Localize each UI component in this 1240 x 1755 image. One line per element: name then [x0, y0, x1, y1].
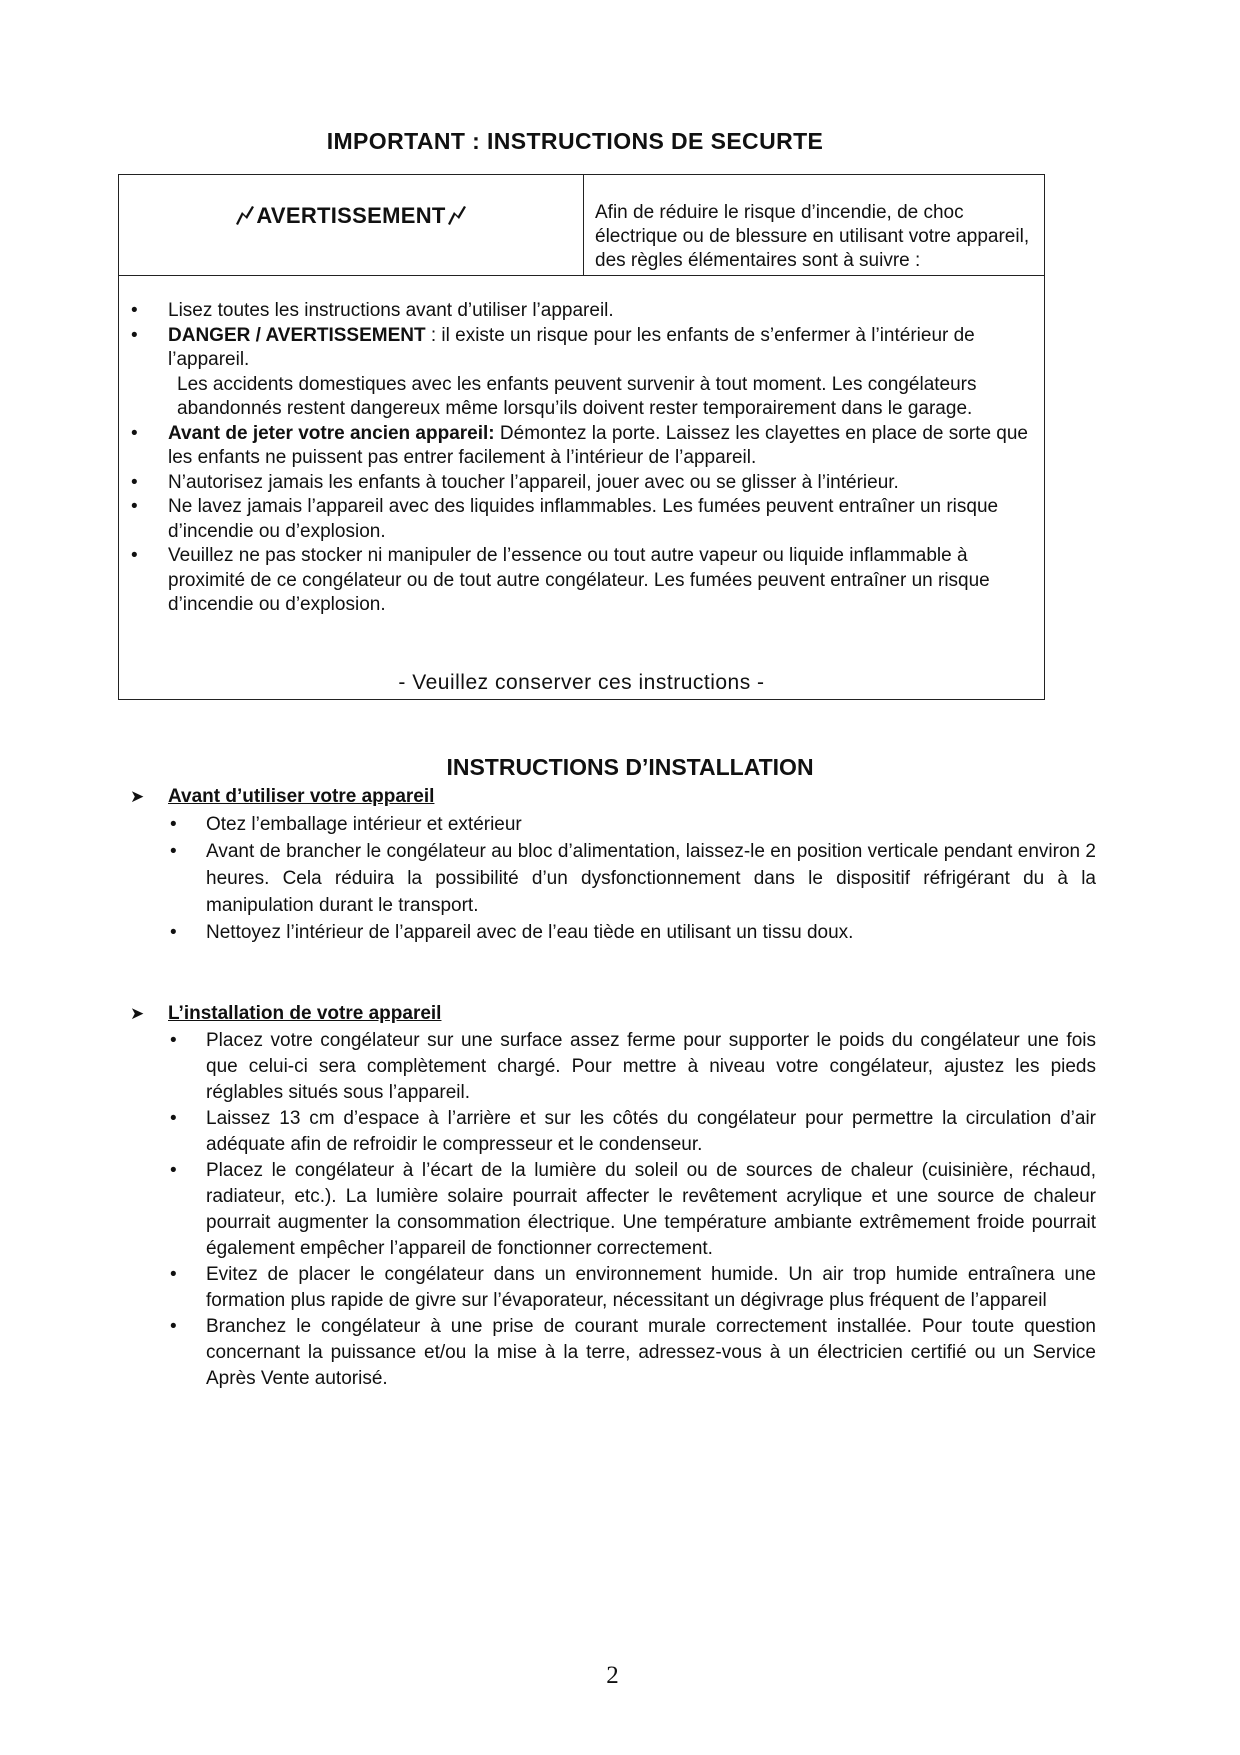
installation-section	[130, 1002, 1096, 1392]
list-item	[119, 471, 1044, 496]
section-list	[130, 811, 1096, 946]
list-item: • Avant de brancher le congélateur au bloc d’alimentation, laissez-le en position verticale pendant environ 2 heures. Cela réduira la possibilité d’un dysfonctionnement dans le dispositif réfrigérant du à la manipulation durant le transport.	[130, 838, 1096, 919]
list-item	[119, 495, 1044, 544]
list-item	[119, 422, 1044, 471]
section-list	[130, 1028, 1096, 1392]
list-item: • Evitez de placer le congélateur dans un environnement humide. Un air trop humide entraînera une formation plus rapide de givre sur l’évaporateur, nécessitant un dégivrage plus fréquent de l’appareil	[130, 1262, 1096, 1314]
section-heading	[130, 785, 1096, 809]
list-item: • Nettoyez l’intérieur de l’appareil avec de l’eau tiède en utilisant un tissu doux.	[130, 919, 1096, 946]
bullet-text: N’autorisez jamais les enfants à toucher l’appareil, jouer avec ou se glisser à l’intérieur.	[168, 471, 899, 493]
warning-label-cell	[119, 175, 584, 275]
list-item	[119, 544, 1044, 618]
bullet-text: Veuillez ne pas stocker ni manipuler de l’essence ou tout autre vapeur ou liquide inflammable à proximité de ce congélateur ou de tout autre congélateur. Les fumées peuvent entraîner un risque d’incendie ou d’explosion.	[168, 545, 990, 615]
section-heading-text: L’installation de votre appareil	[168, 1003, 442, 1024]
warning-title	[119, 203, 583, 229]
list-item: • Branchez le congélateur à une prise de courant murale correctement installée. Pour toute question concernant la puissance et/ou la mise à la terre, adressez-vous à un électricien certifié ou un Service Après Vente autorisé.	[130, 1314, 1096, 1392]
lightning-bolt-icon	[446, 204, 468, 226]
safety-box	[118, 174, 1045, 700]
bullet-continuation: Les accidents domestiques avec les enfants peuvent survenir à tout moment. Les congélateurs abandonnés restent dangereux même lorsqu’ils doivent rester temporairement dans le garage.	[177, 373, 977, 419]
arrow-bullet-icon: ➤	[130, 1004, 145, 1023]
warning-text: Afin de réduire le risque d’incendie, de choc électrique ou de blessure en utilisant votre appareil, des règles élémentaires sont à suivre :	[595, 202, 1030, 271]
bullet-text: Lisez toutes les instructions avant d’utiliser l’appareil.	[168, 300, 614, 321]
warning-label: AVERTISSEMENT	[256, 203, 446, 228]
bullet-bold-text: Avant de jeter votre ancien appareil:	[168, 422, 495, 444]
keep-instructions-note: - Veuillez conserver ces instructions -	[398, 671, 765, 694]
bullet-text: : il existe un risque pour les enfants de s’enfermer à l’intérieur de l’appareil.	[168, 324, 975, 370]
installation-title: INSTRUCTIONS D’INSTALLATION	[446, 754, 814, 780]
bullet-bold-text: DANGER / AVERTISSEMENT	[168, 324, 426, 346]
bullet-text: Démontez la porte. Laissez les clayettes en place de sorte que les enfants ne puissent pas entrer facilement à l’intérieur de l’appareil.	[168, 422, 1028, 468]
arrow-bullet-icon: ➤	[130, 787, 145, 806]
safety-bullet-list	[119, 299, 1044, 618]
lightning-bolt-icon	[234, 204, 256, 226]
before-use-section	[130, 785, 1096, 946]
list-item: • Otez l’emballage intérieur et extérieur	[130, 811, 1096, 838]
list-item	[119, 324, 1044, 373]
list-item: • Placez votre congélateur sur une surface assez ferme pour supporter le poids du congélateur une fois que celui-ci sera complètement chargé. Pour mettre à niveau votre congélateur, ajustez les pieds réglables situés sous l’appareil.	[130, 1028, 1096, 1106]
warning-header-row	[119, 175, 1044, 276]
list-item: • Placez le congélateur à l’écart de la lumière du soleil ou de sources de chaleur (cuisinière, réchaud, radiateur, etc.). La lumière solaire pourrait affecter le revêtement acrylique et une source de chaleur pourrait augmenter la consommation électrique. Une température ambiante extrêmement froide pourrait également empêcher l’appareil de fonctionner correctement.	[130, 1158, 1096, 1262]
section-heading	[130, 1002, 1096, 1026]
list-item	[119, 299, 1044, 324]
bullet-text: Ne lavez jamais l’appareil avec des liquides inflammables. Les fumées peuvent entraîner un risque d’incendie ou d’explosion.	[168, 496, 999, 542]
list-item: • Laissez 13 cm d’espace à l’arrière et sur les côtés du congélateur pour permettre la circulation d’air adéquate afin de refroidir le compresseur et le condenseur.	[130, 1106, 1096, 1158]
safety-title: IMPORTANT : INSTRUCTIONS DE SECURTE	[326, 128, 824, 154]
section-heading-text: Avant d’utiliser votre appareil	[168, 786, 435, 807]
page-number: 2	[606, 1662, 619, 1689]
